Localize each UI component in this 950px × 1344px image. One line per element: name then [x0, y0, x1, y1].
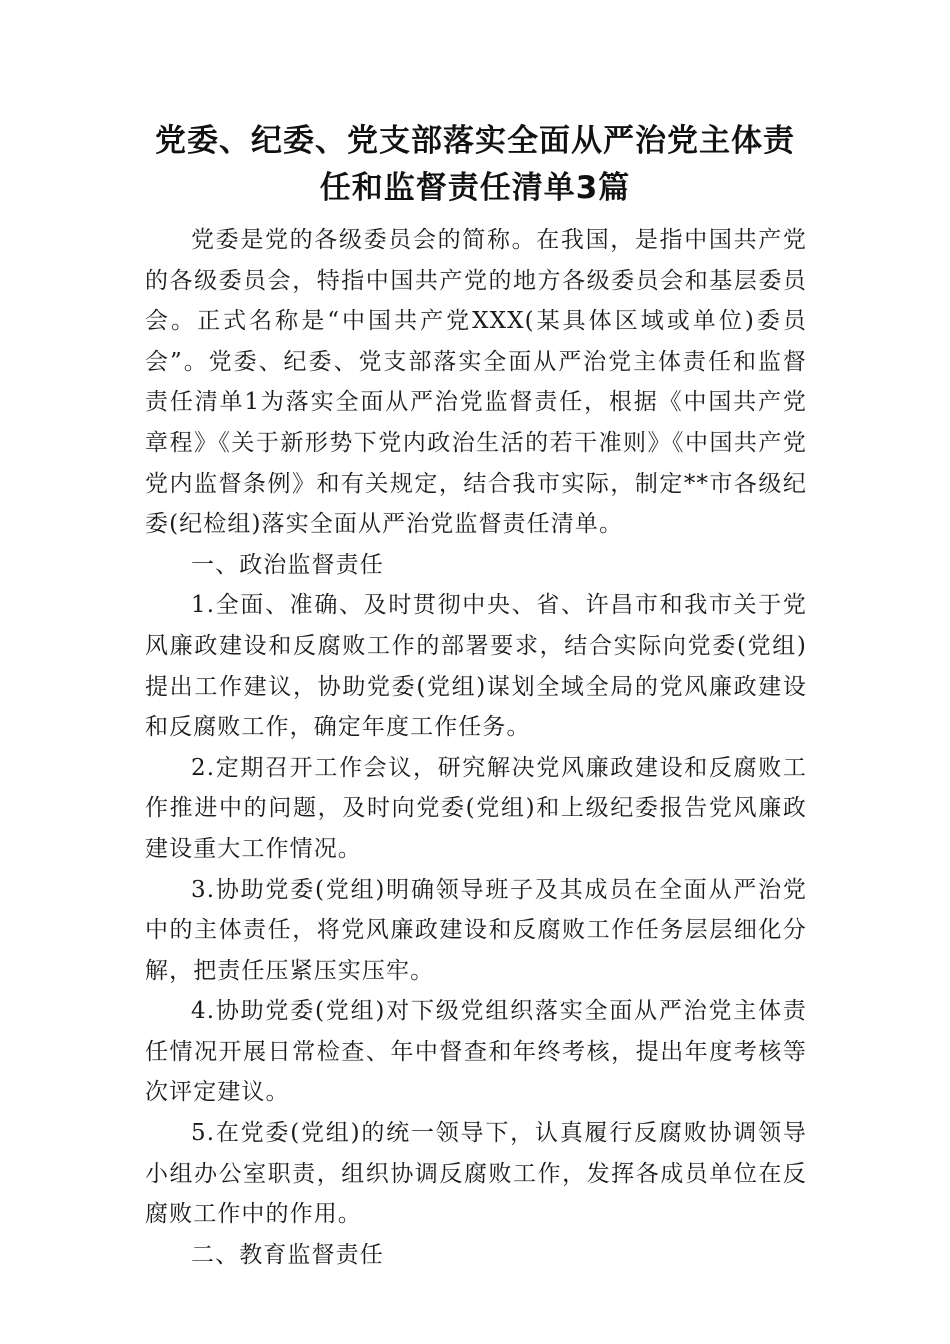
document-title — [130, 118, 820, 212]
list-item-4: 4.协助党委(党组)对下级党组织落实全面从严治党主体责任情况开展日常检查、年中督查和年终考核，提出年度考核等次评定建议。 — [145, 998, 807, 1106]
section-heading-education-supervision: 二、教育监督责任 — [191, 1241, 384, 1268]
section-heading-political-supervision: 一、政治监督责任 — [191, 551, 384, 578]
intro-paragraph: 党委是党的各级委员会的简称。在我国，是指中国共产党的各级委员会，特指中国共产党的地方各级委员会和基层委员会。正式名称是“中国共产党XXX(某具体区域或单位)委员会”。党委、纪委、党支部落实全面从严治党主体责任和监督责任清单1为落实全面从严治党监督责任，根据《中国共产党章程》《关于新形势下党内政治生活的若干准则》《中国共产党党内监督条例》和有关规定，结合我市实际，制定**市各级纪委(纪检组)落实全面从严治党监督责任清单。 — [145, 227, 807, 538]
title-line-1: 党委、纪委、党支部落实全面从严治党主体责 — [155, 123, 795, 159]
list-item-5: 5.在党委(党组)的统一领导下，认真履行反腐败协调领导小组办公室职责，组织协调反腐败工作，发挥各成员单位在反腐败工作中的作用。 — [145, 1120, 807, 1228]
list-item-3: 3.协助党委(党组)明确领导班子及其成员在全面从严治党中的主体责任，将党风廉政建设和反腐败工作任务层层细化分解，把责任压紧压实压牢。 — [145, 876, 807, 984]
list-item-2: 2.定期召开工作会议，研究解决党风廉政建设和反腐败工作推进中的问题，及时向党委(党组)和上级纪委报告党风廉政建设重大工作情况。 — [145, 754, 807, 862]
title-line-2: 任和监督责任清单3篇 — [319, 170, 631, 206]
document-body — [145, 220, 807, 1275]
list-item-1: 1.全面、准确、及时贯彻中央、省、许昌市和我市关于党风廉政建设和反腐败工作的部署要求，结合实际向党委(党组)提出工作建议，协助党委(党组)谋划全域全局的党风廉政建设和反腐败工作，确定年度工作任务。 — [145, 592, 807, 741]
